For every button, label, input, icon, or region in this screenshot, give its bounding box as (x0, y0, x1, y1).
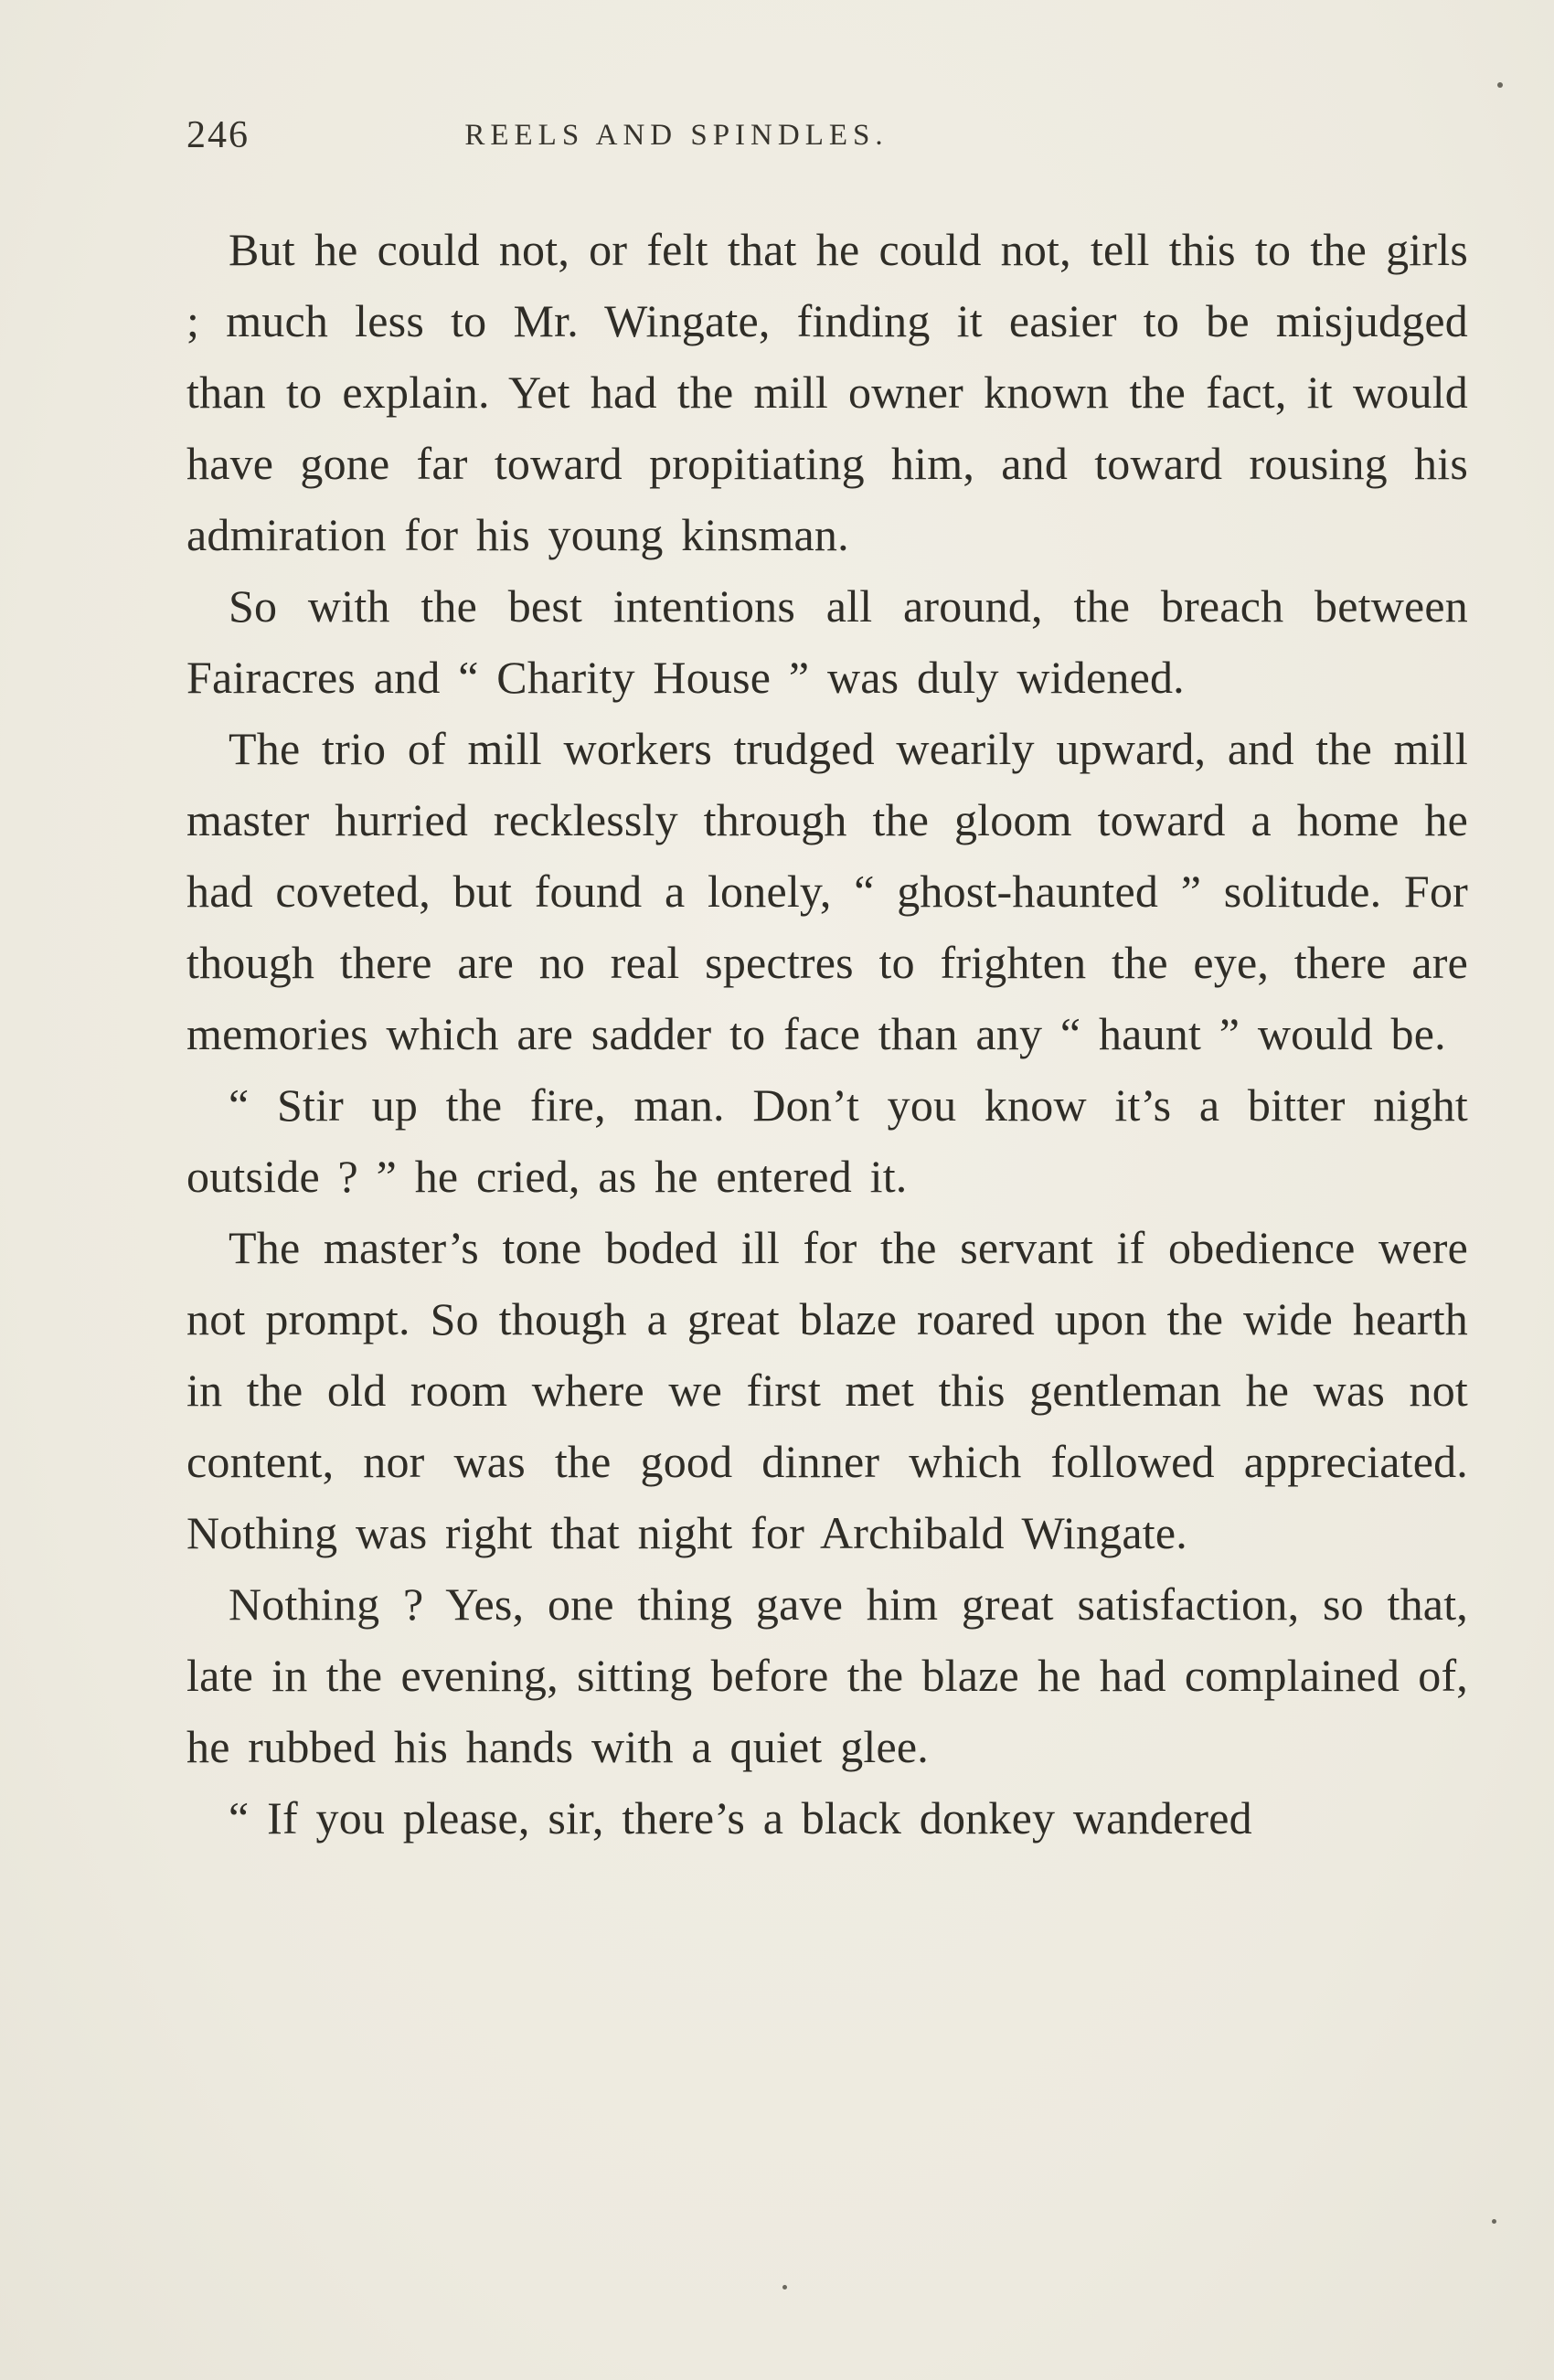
paragraph: So with the best intentions all around, the breach between Fairacres and “ Charity House ” was duly widened. (186, 580, 1468, 703)
scan-speck (1492, 2219, 1496, 2224)
paragraph: “ If you please, sir, there’s a black donkey wandered (229, 1792, 1252, 1843)
text-block (186, 108, 1468, 1854)
paragraph: The trio of mill workers trudged wearily upward, and the mill master hurried recklessly through the gloom toward a home he had coveted, but found a lonely, “ ghost-haunted ” solitude. For though there are no real spectres to frighten the eye, there are memories which are sadder to face than any “ haunt ” would be. (186, 723, 1468, 1059)
page-number: 246 (186, 114, 250, 156)
running-head (186, 108, 1468, 166)
paragraph: The master’s tone boded ill for the servant if obedience were not prompt. So though a great blaze roared upon the wide hearth in the old room where we first met this gentleman he was not content, nor was the good dinner which followed appreciated. Nothing was right that night for Archibald Wingate. (186, 1222, 1468, 1558)
scan-speck (782, 2285, 787, 2290)
running-title: REELS AND SPINDLES. (464, 119, 889, 152)
scan-speck (1497, 82, 1503, 88)
paragraph: “ Stir up the fire, man. Don’t you know it’s a bitter night outside ? ” he cried, as he entered it. (186, 1079, 1468, 1202)
body-text (186, 214, 1468, 1854)
paragraph: Nothing ? Yes, one thing gave him great satisfaction, so that, late in the evening, sitting before the blaze he had complained of, he rubbed his hands with a quiet glee. (186, 1578, 1468, 1772)
paragraph: But he could not, or felt that he could not, tell this to the girls ; much less to Mr. Wingate, finding it easier to be misjudged than to explain. Yet had the mill owner known the fact, it would have gone far toward propitiating him, and toward rousing his admiration for his young kinsman. (186, 224, 1468, 560)
